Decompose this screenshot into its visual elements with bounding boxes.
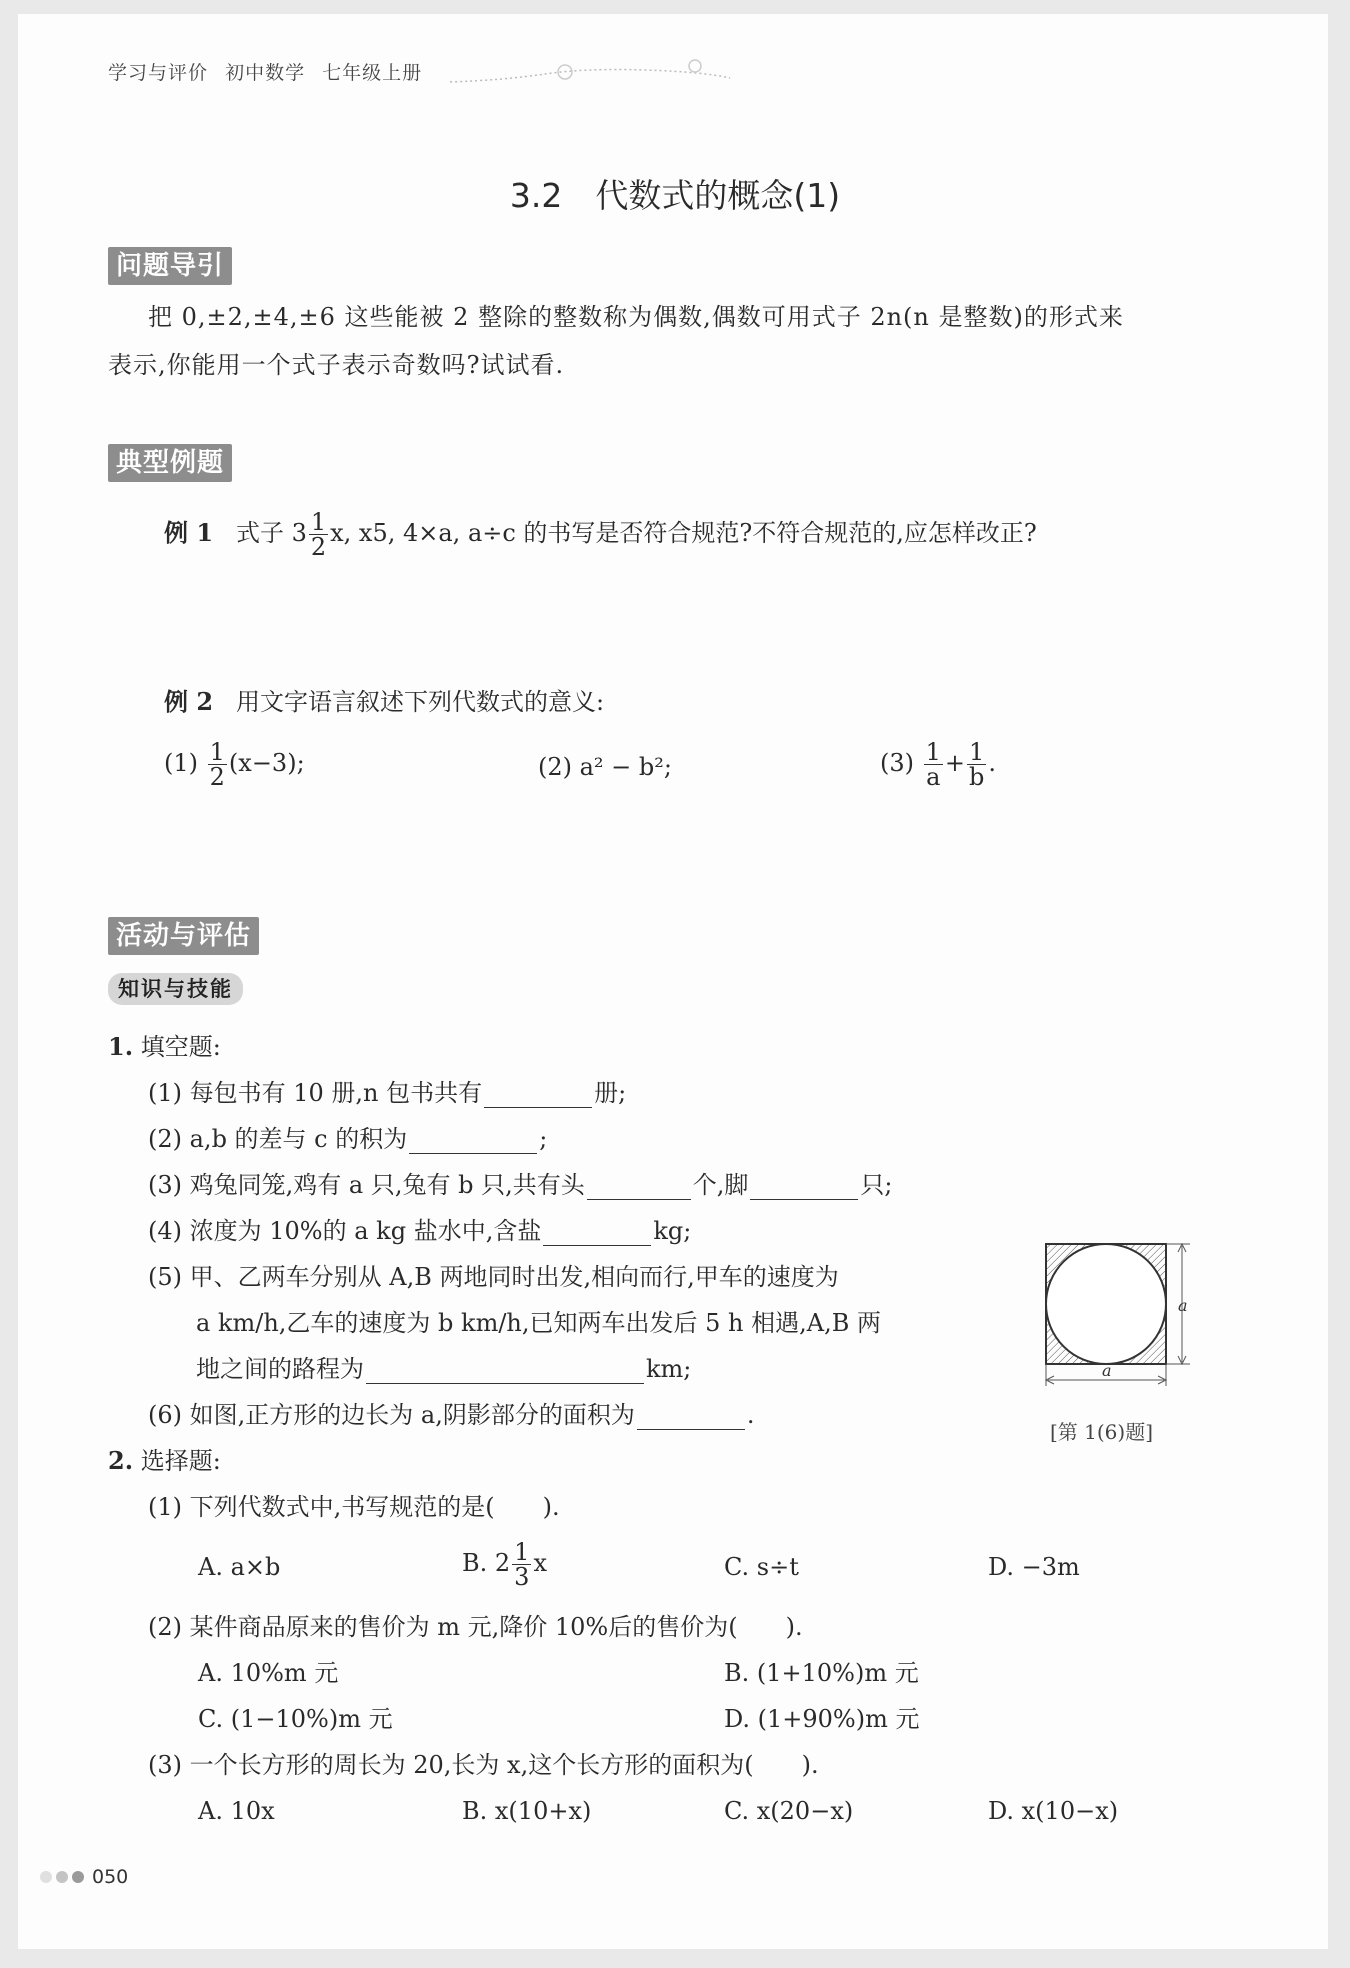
example-1-text: x, x5, 4×a, a÷c 的书写是否符合规范?不符合规范的,应怎样改正? — [330, 519, 1037, 547]
header-decoration — [445, 52, 735, 92]
answer-blank[interactable] — [637, 1405, 745, 1430]
question-number: 1. — [108, 1032, 134, 1061]
item-label: (3) — [880, 749, 914, 777]
q1-sub-1-end: 册; — [594, 1079, 627, 1107]
section-tag-intro: 问题导引 — [108, 247, 232, 285]
plus-sign: + — [944, 749, 966, 777]
q2-sub-3-option-c[interactable]: C. x(20−x) — [724, 1797, 854, 1825]
section-tag-activity: 活动与评估 — [108, 917, 259, 955]
q1-sub-5-end: km; — [646, 1355, 692, 1383]
q1-sub-5-text: 地之间的路程为 — [196, 1355, 364, 1383]
example-2-item-2: (2) a² − b²; — [538, 753, 672, 781]
fraction-numerator: 1 — [514, 1538, 530, 1566]
q2-sub-1: (1) 下列代数式中,书写规范的是( ). — [148, 1493, 560, 1521]
side-label: a — [1178, 1296, 1188, 1315]
example-1-prefix: 式子 3 — [235, 519, 307, 547]
question-1-heading — [108, 1032, 221, 1062]
q1-sub-3-end: 只; — [860, 1171, 893, 1199]
page-title: 3.2 代数式的概念(1) — [509, 176, 841, 215]
q2-sub-2-option-a[interactable]: A. 10%m 元 — [198, 1659, 339, 1687]
example-2-text: 用文字语言叙述下列代数式的意义: — [235, 688, 605, 716]
option-b-fraction — [512, 1540, 531, 1589]
answer-blank[interactable] — [543, 1221, 651, 1246]
answer-blank[interactable] — [484, 1083, 592, 1108]
example-2-item-3 — [880, 740, 996, 789]
example-2-label: 例 2 — [164, 687, 214, 716]
decor-dot — [72, 1871, 84, 1883]
intro-line-2: 表示,你能用一个式子表示奇数吗?试试看. — [108, 351, 565, 379]
q1-sub-6-end: . — [746, 1401, 755, 1429]
q1-sub-2-text: (2) a,b 的差与 c 的积为 — [148, 1125, 408, 1153]
q1-sub-2 — [148, 1124, 547, 1154]
square-circle-figure — [1030, 1236, 1210, 1406]
q1-sub-5-line-3 — [196, 1354, 691, 1384]
page-number: 050 — [92, 1866, 129, 1888]
page-number-area — [40, 1866, 128, 1888]
q2-sub-3-option-d[interactable]: D. x(10−x) — [988, 1797, 1119, 1825]
section-tag-examples: 典型例题 — [108, 444, 232, 482]
q1-sub-5-line-1: (5) 甲、乙两车分别从 A,B 两地同时出发,相向而行,甲车的速度为 — [148, 1263, 839, 1291]
q2-sub-3-option-a[interactable]: A. 10x — [198, 1797, 275, 1825]
example-1 — [164, 510, 1037, 559]
q2-sub-1-option-d[interactable]: D. −3m — [988, 1553, 1080, 1581]
fraction-denominator: a — [926, 763, 941, 791]
option-b-prefix: B. 2 — [462, 1549, 511, 1577]
option-b-suffix: x — [533, 1549, 547, 1577]
example-1-label: 例 1 — [164, 518, 214, 547]
q2-sub-2-option-b[interactable]: B. (1+10%)m 元 — [724, 1659, 919, 1687]
answer-blank[interactable] — [366, 1359, 644, 1384]
inscribed-circle — [1046, 1244, 1166, 1364]
question-2-heading — [108, 1446, 221, 1476]
q1-sub-1 — [148, 1078, 626, 1108]
q1-sub-4 — [148, 1216, 691, 1246]
q1-sub-4-end: kg; — [653, 1217, 692, 1245]
item-3-fraction-2 — [967, 740, 986, 789]
q2-sub-1-option-b[interactable] — [462, 1540, 547, 1589]
fraction-denominator: 3 — [514, 1563, 530, 1591]
q1-sub-3-mid: 个,脚 — [692, 1171, 749, 1199]
q2-sub-1-option-c[interactable]: C. s÷t — [724, 1553, 799, 1581]
q1-sub-3 — [148, 1170, 892, 1200]
q2-sub-2-option-d[interactable]: D. (1+90%)m 元 — [724, 1705, 920, 1733]
q1-sub-6-text: (6) 如图,正方形的边长为 a,阴影部分的面积为 — [148, 1401, 635, 1429]
example-2-item-1 — [164, 740, 305, 789]
item-end: . — [988, 749, 996, 777]
header-book: 学习与评价 — [108, 62, 209, 84]
item-1-fraction — [208, 740, 227, 789]
section-tag-knowledge: 知识与技能 — [108, 973, 243, 1005]
decor-dot — [56, 1871, 68, 1883]
fraction-denominator: 2 — [209, 763, 225, 791]
header-grade: 七年级上册 — [322, 62, 423, 84]
q1-sub-5-line-2: a km/h,乙车的速度为 b km/h,已知两车出发后 5 h 相遇,A,B 两 — [196, 1309, 881, 1337]
fraction-numerator: 1 — [209, 738, 225, 766]
question-title: 填空题: — [140, 1033, 221, 1061]
question-number: 2. — [108, 1446, 134, 1475]
fraction-denominator: b — [968, 763, 985, 791]
q2-sub-1-option-a[interactable]: A. a×b — [198, 1553, 281, 1581]
item-1-rest: (x−3); — [228, 749, 305, 777]
decor-dot — [40, 1871, 52, 1883]
q1-sub-3-text: (3) 鸡兔同笼,鸡有 a 只,兔有 b 只,共有头 — [148, 1171, 585, 1199]
q1-sub-2-end: ; — [539, 1125, 548, 1153]
question-title: 选择题: — [140, 1447, 221, 1475]
q1-sub-4-text: (4) 浓度为 10%的 a kg 盐水中,含盐 — [148, 1217, 542, 1245]
q2-sub-2-option-c[interactable]: C. (1−10%)m 元 — [198, 1705, 393, 1733]
fraction-denominator: 2 — [310, 533, 327, 561]
q2-sub-3: (3) 一个长方形的周长为 20,长为 x,这个长方形的面积为( ). — [148, 1751, 819, 1779]
q2-sub-3-option-b[interactable]: B. x(10+x) — [462, 1797, 592, 1825]
answer-blank[interactable] — [587, 1175, 691, 1200]
header-subject: 初中数学 — [225, 62, 306, 84]
item-label: (1) — [164, 749, 198, 777]
figure-caption: [第 1(6)题] — [1050, 1420, 1154, 1444]
q1-sub-6 — [148, 1400, 754, 1430]
bottom-label: a — [1102, 1361, 1112, 1380]
fraction-numerator: 1 — [969, 738, 985, 766]
example-1-fraction — [309, 510, 328, 559]
running-header — [108, 58, 422, 85]
item-3-fraction-1 — [924, 740, 943, 789]
fraction-numerator: 1 — [310, 508, 327, 536]
answer-blank[interactable] — [750, 1175, 858, 1200]
fraction-numerator: 1 — [925, 738, 941, 766]
example-2 — [164, 687, 604, 717]
intro-line-1: 把 0,±2,±4,±6 这些能被 2 整除的整数称为偶数,偶数可用式子 2n(n 是整数)的形式来 — [148, 303, 1124, 331]
answer-blank[interactable] — [409, 1129, 537, 1154]
q1-sub-1-text: (1) 每包书有 10 册,n 包书共有 — [148, 1079, 483, 1107]
q2-sub-2: (2) 某件商品原来的售价为 m 元,降价 10%后的售价为( ). — [148, 1613, 803, 1641]
